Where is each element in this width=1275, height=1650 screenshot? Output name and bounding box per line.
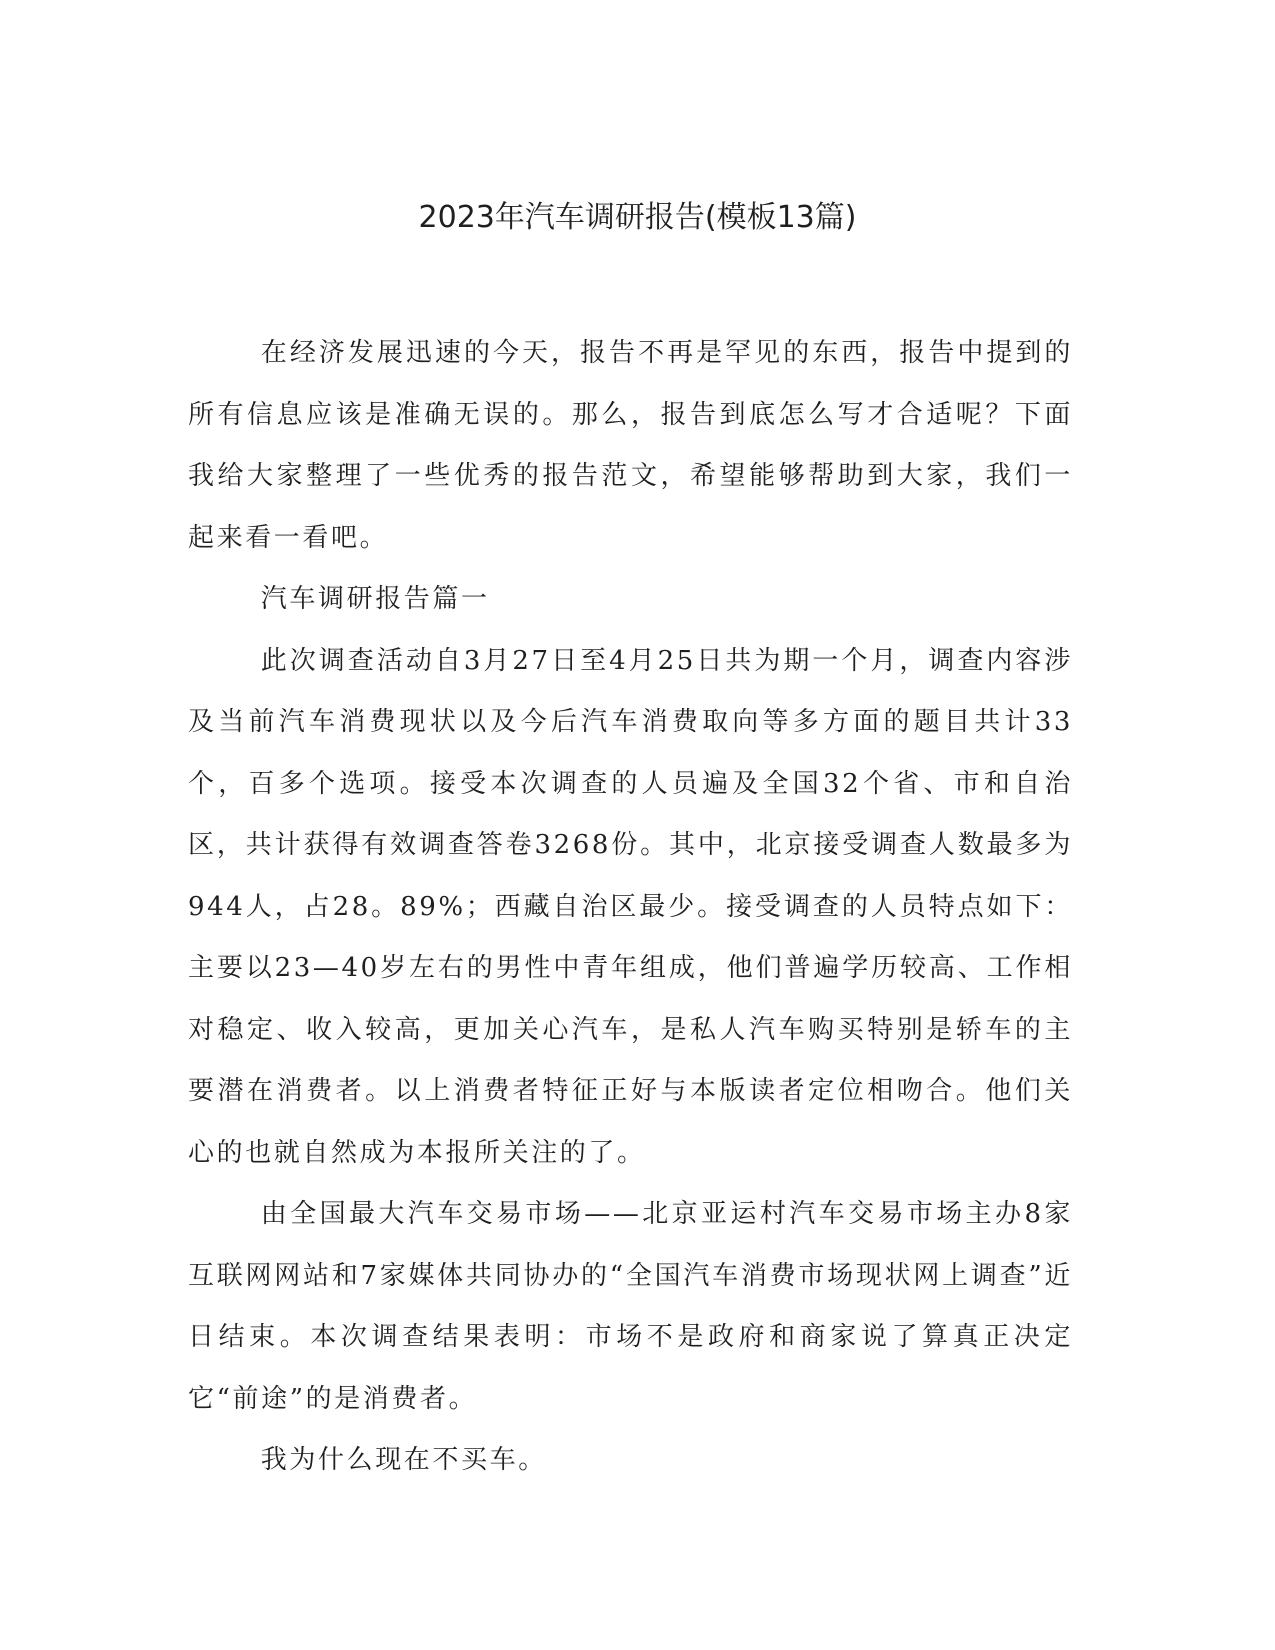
document-body bbox=[188, 323, 1073, 1492]
section-heading: 汽车调研报告篇一 bbox=[260, 584, 490, 614]
intro-paragraph: 在经济发展迅速的今天，报告不再是罕见的东西，报告中提到的所有信息应该是准确无误的。那么，报告到底怎么写才合适呢？下面我给大家整理了一些优秀的报告范文，希望能够帮助到大家，我们一起来看一看吧。 bbox=[188, 338, 1073, 553]
body-paragraph: 此次调查活动自3月27日至4月25日共为期一个月，调查内容涉及当前汽车消费现状以及今后汽车消费取向等多方面的题目共计33个，百多个选项。接受本次调查的人员遍及全国32个省、市和自治区，共计获得有效调查答卷3268份。其中，北京接受调查人数最多为944人，占28。89%；西藏自治区最少。接受调查的人员特点如下：主要以23—40岁左右的男性中青年组成，他们普遍学历较高、工作相对稳定、收入较高，更加关心汽车，是私人汽车购买特别是轿车的主要潜在消费者。以上消费者特征正好与本版读者定位相吻合。他们关心的也就自然成为本报所关注的了。 bbox=[188, 645, 1073, 1168]
body-paragraph: 我为什么现在不买车。 bbox=[260, 1445, 547, 1475]
body-paragraph: 由全国最大汽车交易市场——北京亚运村汽车交易市场主办8家互联网网站和7家媒体共同协办的“全国汽车消费市场现状网上调查”近日结束。本次调查结果表明：市场不是政府和商家说了算真正决定它“前途”的是消费者。 bbox=[188, 1199, 1073, 1414]
document-title: 2023年汽车调研报告(模板13篇) bbox=[418, 200, 857, 235]
